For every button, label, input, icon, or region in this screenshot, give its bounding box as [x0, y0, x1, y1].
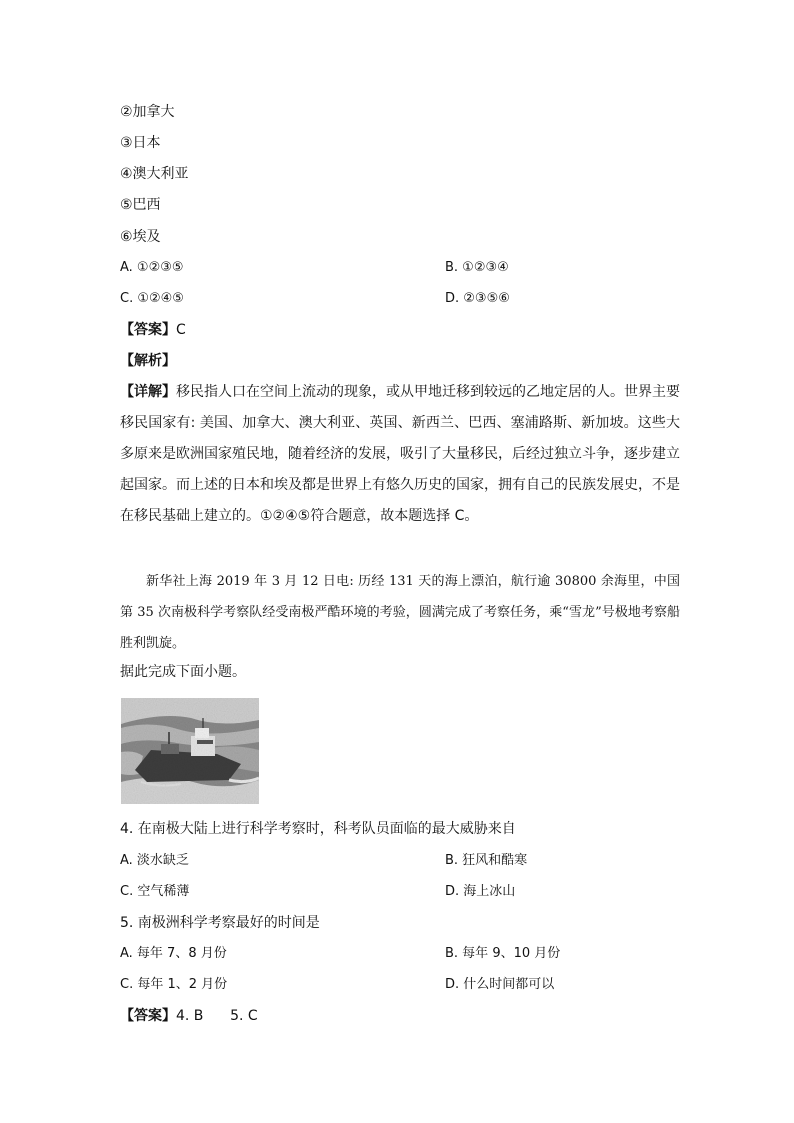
news-passage: 新华社上海 2019 年 3 月 12 日电: 历经 131 天的海上漂泊，航行逾 30800 余海里，中国第 35 次南极科学考察队经受南极严酷环境的考验，圆满完成了考察任务，乘“雪龙”号极地考察船胜利凯旋。 [120, 574, 680, 651]
q5-stem: 5. 南极洲科学考察最好的时间是 [120, 915, 320, 931]
answers-4-5-value: 4. B 5. C [176, 1008, 258, 1024]
q3-answer-value: C [176, 322, 186, 338]
q4-stem: 4. 在南极大陆上进行科学考察时，科考队员面临的最大威胁来自 [120, 821, 516, 837]
q3-item-canada: ②加拿大 [120, 104, 175, 120]
q5-option-c: C. 每年 1、2 月份 [120, 977, 228, 992]
q3-item-brazil: ⑤巴西 [120, 197, 161, 213]
q3-answer-label: 【答案】 [120, 322, 176, 338]
q3-item-egypt: ⑥埃及 [120, 229, 161, 245]
answers-4-5-label: 【答案】 [120, 1008, 176, 1024]
q3-option-d: D. ②③⑤⑥ [445, 291, 510, 306]
q4-option-c: C. 空气稀薄 [120, 884, 190, 899]
answers-4-5 [120, 1006, 258, 1026]
q3-option-b: B. ①②③④ [445, 260, 509, 275]
q4-option-b: B. 狂风和酷寒 [445, 853, 528, 868]
q4-option-d: D. 海上冰山 [445, 884, 516, 899]
q5-option-d: D. 什么时间都可以 [445, 977, 555, 992]
q5-option-a: A. 每年 7、8 月份 [120, 946, 227, 961]
q3-answer [120, 320, 186, 340]
q3-analysis-label: 【解析】 [120, 353, 176, 369]
q3-detail [120, 377, 680, 532]
q3-item-japan: ③日本 [120, 135, 161, 151]
news-instruction: 据此完成下面小题。 [120, 664, 246, 680]
q3-option-a: A. ①②③⑤ [120, 260, 184, 275]
q3-detail-label: 【详解】 [120, 384, 176, 400]
icebreaker-ship-photo [121, 698, 259, 804]
q3-detail-text: 移民指人口在空间上流动的现象，或从甲地迁移到较远的乙地定居的人。世界主要移民国家有: 美国、加拿大、澳大利亚、英国、新西兰、巴西、塞浦路斯、新加坡。这些大多原来是欧洲国家殖民地，随着经济的发展，吸引了大量移民，后经过独立斗争，逐步建立起国家。而上述的日本和埃及都是世界上有悠久历史的国家，拥有自己的民族发展史，不是在移民基础上建立的。①②④⑤符合题意，故本题选择 C。 [120, 384, 680, 524]
q3-item-australia: ④澳大利亚 [120, 166, 189, 182]
q3-option-c: C. ①②④⑤ [120, 291, 184, 306]
q4-option-a: A. 淡水缺乏 [120, 853, 189, 868]
q5-option-b: B. 每年 9、10 月份 [445, 946, 561, 961]
